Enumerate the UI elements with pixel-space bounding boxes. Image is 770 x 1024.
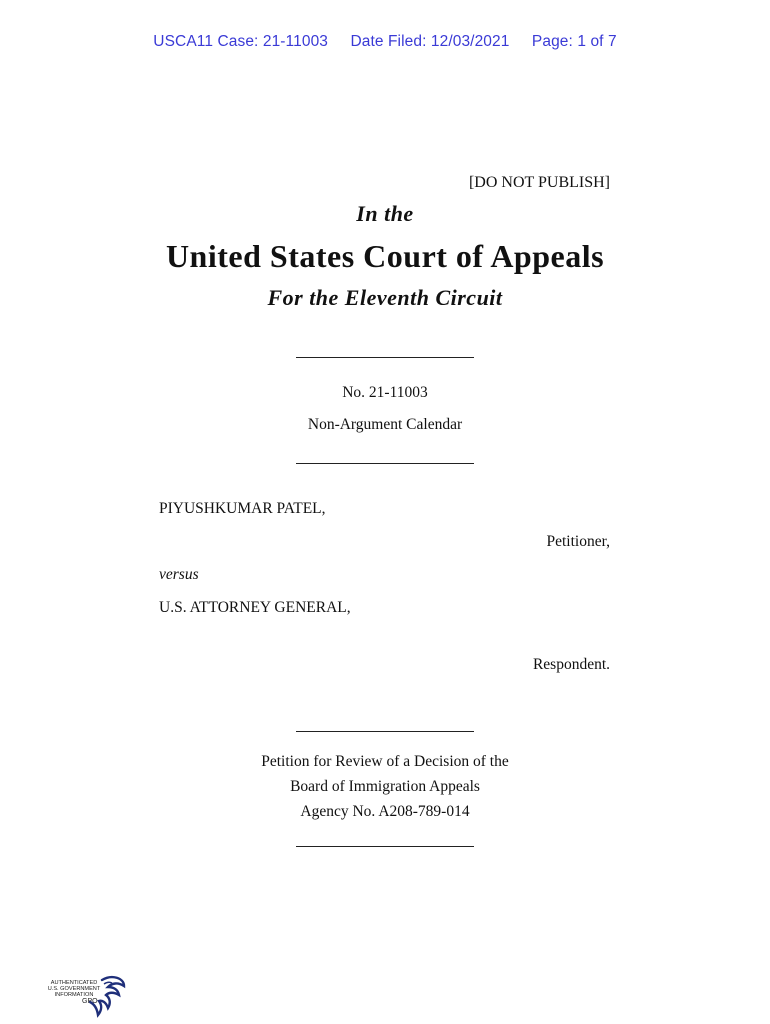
page-count-stamp: Page: 1 of 7 — [531, 33, 617, 50]
divider-rule — [296, 846, 474, 847]
petition-line-2: Board of Immigration Appeals — [290, 778, 480, 795]
seal-line-4: GPO — [82, 998, 98, 1005]
court-circuit: For the Eleventh Circuit — [267, 285, 503, 310]
respondent-name: U.S. ATTORNEY GENERAL, — [159, 599, 351, 616]
publication-status: [DO NOT PUBLISH] — [468, 174, 610, 191]
petitioner-name: PIYUSHKUMAR PATEL, — [159, 500, 326, 517]
divider-rule — [296, 357, 474, 358]
versus-label: versus — [159, 566, 199, 583]
seal-line-1: AUTHENTICATED — [50, 980, 98, 986]
date-filed-stamp: Date Filed: 12/03/2021 — [350, 33, 510, 50]
petitioner-role: Petitioner, — [546, 533, 610, 550]
agency-number: Agency No. A208-789-014 — [300, 803, 470, 820]
case-number-stamp: USCA11 Case: 21-11003 — [153, 33, 329, 50]
court-name: United States Court of Appeals — [165, 238, 605, 274]
court-in-the: In the — [356, 201, 414, 226]
divider-rule — [296, 731, 474, 732]
gpo-authentication-seal — [44, 974, 128, 1018]
divider-rule — [296, 463, 474, 464]
case-number: No. 21-11003 — [342, 384, 428, 401]
calendar-type: Non-Argument Calendar — [307, 416, 463, 433]
filing-header-stamp — [0, 33, 770, 51]
petition-line-1: Petition for Review of a Decision of the — [261, 753, 509, 770]
seal-line-3: INFORMATION — [54, 992, 94, 999]
seal-line-2: U.S. GOVERNMENT — [47, 986, 101, 993]
respondent-role: Respondent. — [532, 656, 610, 673]
